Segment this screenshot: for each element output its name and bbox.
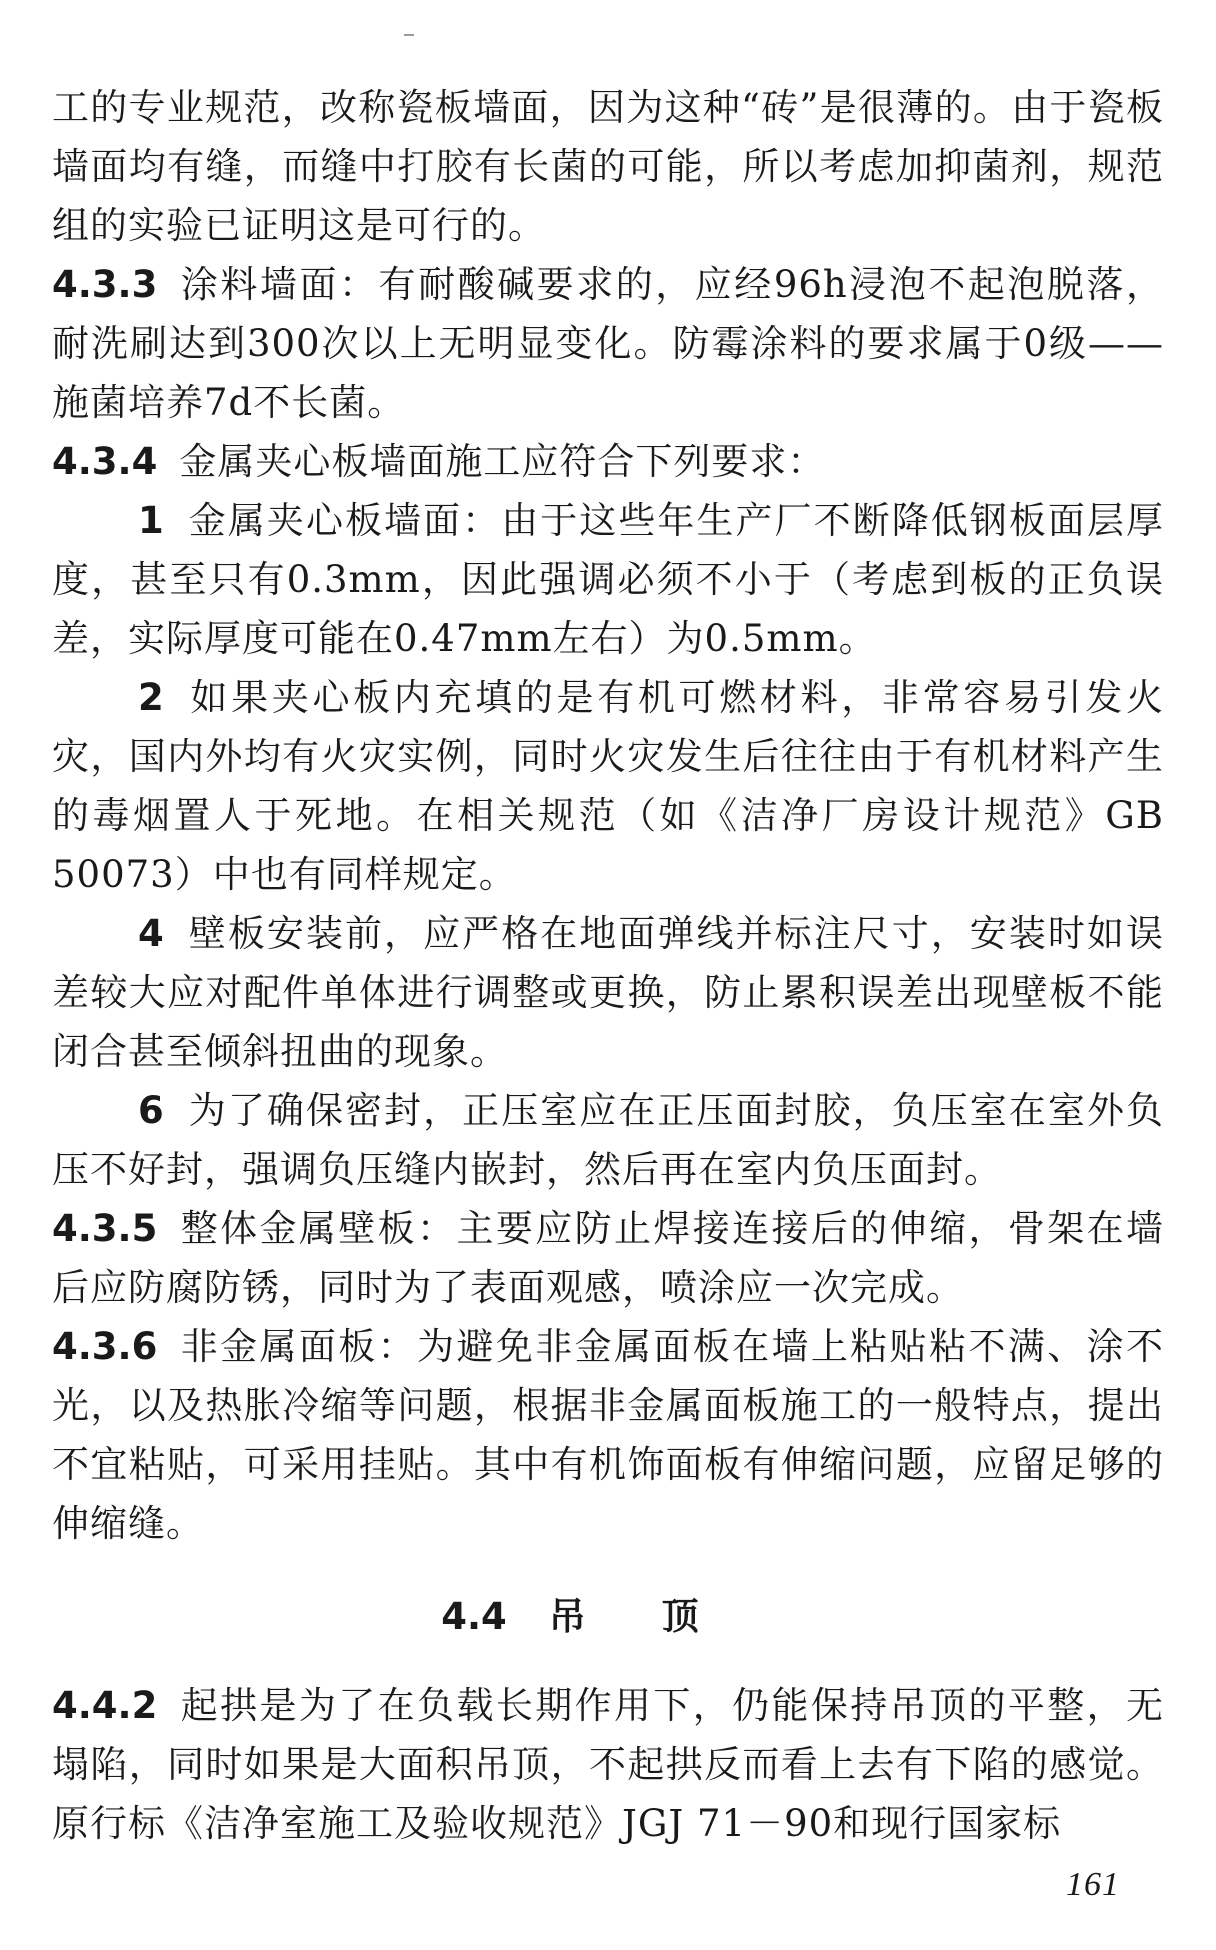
item-text: 金属夹心板墙面：由于这些年生产厂不断降低钢板面层厚度，甚至只有0.3mm，因此强调必须不小于（考虑到板的正负误差，实际厚度可能在0.47mm左右）为0.5mm。	[52, 499, 1164, 660]
section-heading	[52, 1587, 1164, 1646]
clause-text: 金属夹心板墙面施工应符合下列要求：	[179, 440, 826, 483]
item-number: 2	[138, 676, 164, 719]
paragraph-continuation	[52, 78, 1164, 255]
item-4	[52, 904, 1164, 1081]
clause-number: 4.3.3	[52, 263, 158, 306]
clause-text: 起拱是为了在负载长期作用下，仍能保持吊顶的平整，无塌陷，同时如果是大面积吊顶，不起拱反而看上去有下陷的感觉。原行标《洁净室施工及验收规范》JGJ 71－90和现行国家标	[52, 1684, 1164, 1845]
section-number: 4.4	[441, 1595, 507, 1638]
item-text: 壁板安装前，应严格在地面弹线并标注尺寸，安装时如误差较大应对配件单体进行调整或更换，防止累积误差出现壁板不能闭合甚至倾斜扭曲的现象。	[52, 912, 1164, 1073]
item-number: 6	[138, 1089, 164, 1132]
item-text: 如果夹心板内充填的是有机可燃材料，非常容易引发火灾，国内外均有火灾实例，同时火灾发生后往往由于有机材料产生的毒烟置人于死地。在相关规范（如《洁净厂房设计规范》GB 50073）中也有同样规定。	[52, 676, 1164, 896]
clause-number: 4.3.4	[52, 440, 158, 483]
item-6	[52, 1081, 1164, 1199]
clause-number: 4.3.6	[52, 1325, 158, 1368]
item-text: 为了确保密封，正压室应在正压面封胶，负压室在室外负压不好封，强调负压缝内嵌封，然后再在室内负压面封。	[52, 1089, 1164, 1191]
section-title: 吊顶	[548, 1595, 775, 1638]
clause-number: 4.3.5	[52, 1207, 158, 1250]
clause-4-3-5	[52, 1199, 1164, 1317]
clause-text: 涂料墙面：有耐酸碱要求的，应经96h浸泡不起泡脱落，耐洗刷达到300次以上无明显变化。防霉涂料的要求属于0级——施菌培养7d不长菌。	[52, 263, 1164, 424]
item-number: 4	[138, 912, 164, 955]
clause-text: 整体金属壁板：主要应防止焊接连接后的伸缩，骨架在墙后应防腐防锈，同时为了表面观感，喷涂应一次完成。	[52, 1207, 1164, 1309]
clause-number: 4.4.2	[52, 1684, 158, 1727]
page-number: 161	[1066, 1866, 1120, 1903]
paragraph-text: 工的专业规范，改称瓷板墙面，因为这种“砖”是很薄的。由于瓷板墙面均有缝，而缝中打胶有长菌的可能，所以考虑加抑菌剂，规范组的实验已证明这是可行的。	[52, 86, 1164, 247]
item-number: 1	[138, 499, 164, 542]
clause-text: 非金属面板：为避免非金属面板在墙上粘贴粘不满、涂不光，以及热胀冷缩等问题，根据非金属面板施工的一般特点，提出不宜粘贴，可采用挂贴。其中有机饰面板有伸缩问题，应留足够的伸缩缝。	[52, 1325, 1164, 1545]
item-1	[52, 491, 1164, 668]
clause-4-3-3	[52, 255, 1164, 432]
scan-mark	[404, 34, 414, 36]
item-2	[52, 668, 1164, 904]
clause-4-4-2	[52, 1676, 1164, 1853]
clause-4-3-4	[52, 432, 1164, 491]
clause-4-3-6	[52, 1317, 1164, 1553]
body-text	[52, 78, 1164, 1853]
